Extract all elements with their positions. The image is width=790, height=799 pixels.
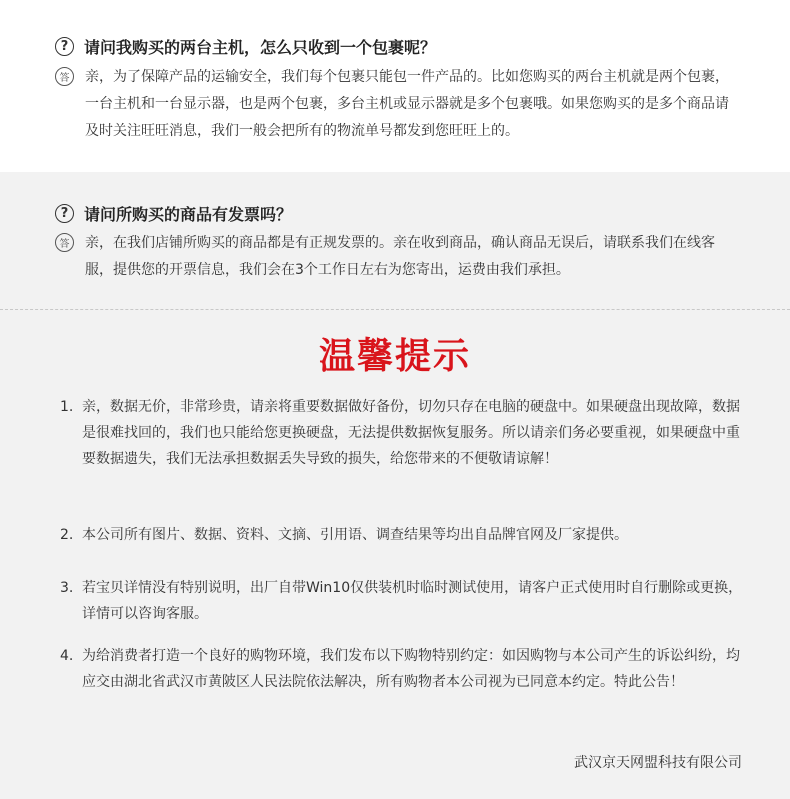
tip-item-2 [60, 522, 750, 548]
tip-number: 2. [60, 527, 74, 543]
tip-text: 本公司所有图片、数据、资料、文摘、引用语、调查结果等均出自品牌官网及厂家提供。 [82, 527, 628, 543]
faq-answer-row [55, 64, 740, 145]
faq-answer-text: 亲，在我们店铺所购买的商品都是有正规发票的。亲在收到商品，确认商品无误后，请联系我们在线客服，提供您的开票信息，我们会在3个工作日左右为您寄出，运费由我们承担。 [85, 235, 715, 278]
answer-circle-icon: 答 [55, 67, 74, 86]
tip-item-1 [60, 394, 750, 472]
tip-text: 为给消费者打造一个良好的购物环境，我们发布以下购物特别约定：如因购物与本公司产生的诉讼纠纷，均应交由湖北省武汉市黄陂区人民法院依法解决，所有购物者本公司视为已同意本约定。特此公告！ [82, 648, 740, 690]
tip-item-4 [60, 643, 750, 695]
faq-answer-text: 亲，为了保障产品的运输安全，我们每个包裹只能包一件产品的。比如您购买的两台主机就是两个包裹，一台主机和一台显示器，也是两个包裹，多台主机或显示器就是多个包裹哦。如果您购买的是多个商品请及时关注旺旺消息，我们一般会把所有的物流单号都发到您旺旺上的。 [85, 69, 729, 139]
answer-circle-icon: 答 [55, 233, 74, 252]
tip-text: 若宝贝详情没有特别说明，出厂自带Win10仅供装机时临时测试使用，请客户正式使用时自行删除或更换，详情可以咨询客服。 [82, 580, 743, 622]
dashed-divider [0, 309, 790, 310]
faq-answer-row [55, 230, 740, 284]
company-name: 武汉京天网盟科技有限公司 [574, 755, 742, 771]
faq-question-row [55, 35, 436, 58]
tip-number: 1. [60, 399, 74, 415]
faq-question-text: 请问我购买的两台主机，怎么只收到一个包裹呢？ [84, 38, 437, 57]
tip-number: 3. [60, 580, 74, 596]
faq-section-invoice [0, 172, 790, 310]
question-circle-icon: ? [55, 204, 74, 223]
question-circle-icon: ? [55, 37, 74, 56]
faq-question-row [55, 202, 292, 225]
faq-question-text: 请问所购买的商品有发票吗？ [84, 205, 293, 224]
faq-section-shipping [0, 0, 790, 172]
tip-item-3 [60, 575, 750, 627]
tip-number: 4. [60, 648, 74, 664]
tip-text: 亲，数据无价，非常珍贵，请亲将重要数据做好备份，切勿只存在电脑的硬盘中。如果硬盘出现故障，数据是很难找回的，我们也只能给您更换硬盘，无法提供数据恢复服务。所以请亲们务必要重视，如果硬盘中重要数据遗失，我们无法承担数据丢失导致的损失，给您带来的不便敬请谅解！ [82, 399, 740, 467]
tips-title: 温馨提示 [318, 336, 471, 377]
